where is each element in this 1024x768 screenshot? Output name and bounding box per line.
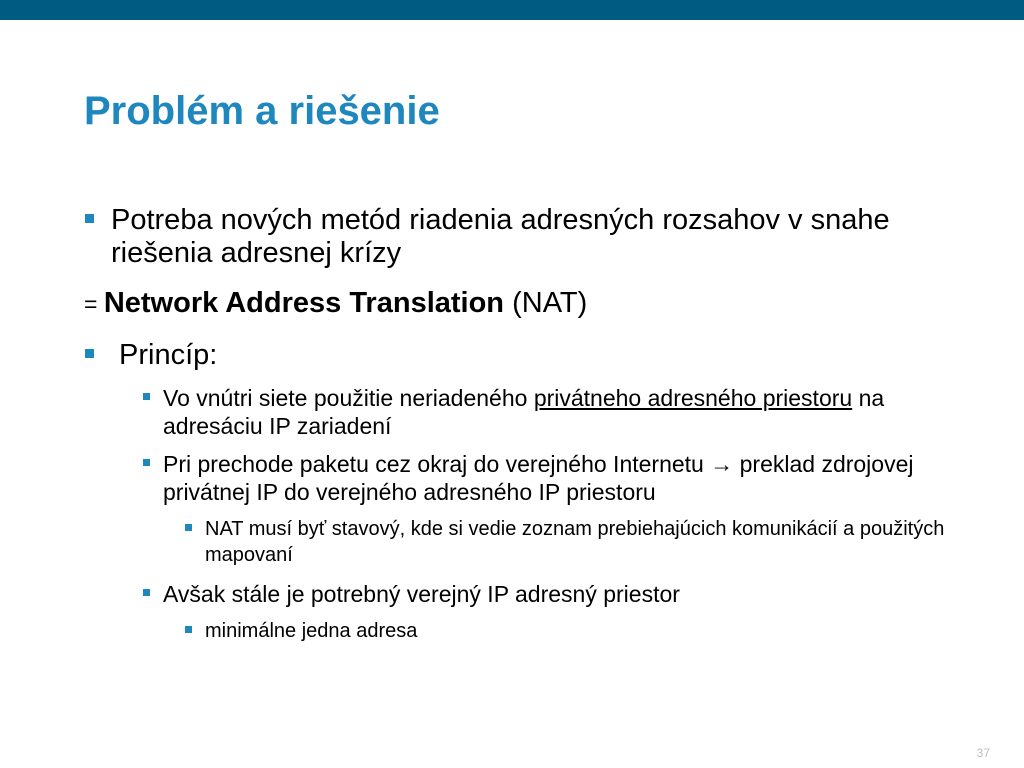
- slide-content: [84, 204, 964, 644]
- square-bullet-icon: [185, 626, 192, 633]
- square-bullet-icon: [143, 459, 150, 466]
- sub-bullet-item: [142, 580, 964, 608]
- sub-sub-bullet-text: minimálne jedna adresa: [205, 620, 418, 642]
- sub-bullet-text-pre: Vo vnútri siete použitie neriadeného: [163, 385, 534, 411]
- sub-bullet-text: Pri prechode paketu cez okraj do verejného Internetu → preklad zdrojovej privátnej IP do verejného adresného IP priestoru: [163, 451, 914, 505]
- slide-title: Problém a riešenie: [84, 89, 440, 133]
- square-bullet-icon: [143, 589, 150, 596]
- nat-abbrev: (NAT): [504, 287, 588, 319]
- bullet-text: Princíp:: [119, 339, 218, 371]
- sub-bullet-item: [142, 384, 964, 440]
- private-address-space-term: privátneho adresného priestoru: [533, 385, 853, 411]
- square-bullet-icon: [85, 349, 94, 358]
- sub-sub-bullet-item: [184, 516, 964, 568]
- sub-sub-bullet-text: NAT musí byť stavový, kde si vedie zoznam prebiehajúcich komunikácií a použitých mapovaní: [205, 518, 945, 566]
- nat-bold-term: Network Address Translation: [103, 287, 505, 319]
- sub-bullet-text-post: na adresáciu IP zariadení: [163, 385, 885, 439]
- square-bullet-icon: [185, 524, 192, 531]
- page-number: 37: [976, 746, 990, 760]
- bullet-item: [84, 339, 964, 372]
- square-bullet-icon: [85, 214, 94, 223]
- square-bullet-icon: [143, 393, 150, 400]
- sub-sub-bullet-item: [184, 618, 964, 644]
- sub-bullet-item: [142, 450, 964, 506]
- sub-bullet-text: Avšak stále je potrebný verejný IP adresný priestor: [163, 581, 680, 607]
- bullet-item: [84, 204, 964, 270]
- top-bar: [0, 0, 1024, 20]
- equals-sign: =: [84, 291, 104, 317]
- nat-definition: [84, 287, 964, 321]
- bullet-text: Potreba nových metód riadenia adresných rozsahov v snahe riešenia adresnej krízy: [111, 204, 890, 269]
